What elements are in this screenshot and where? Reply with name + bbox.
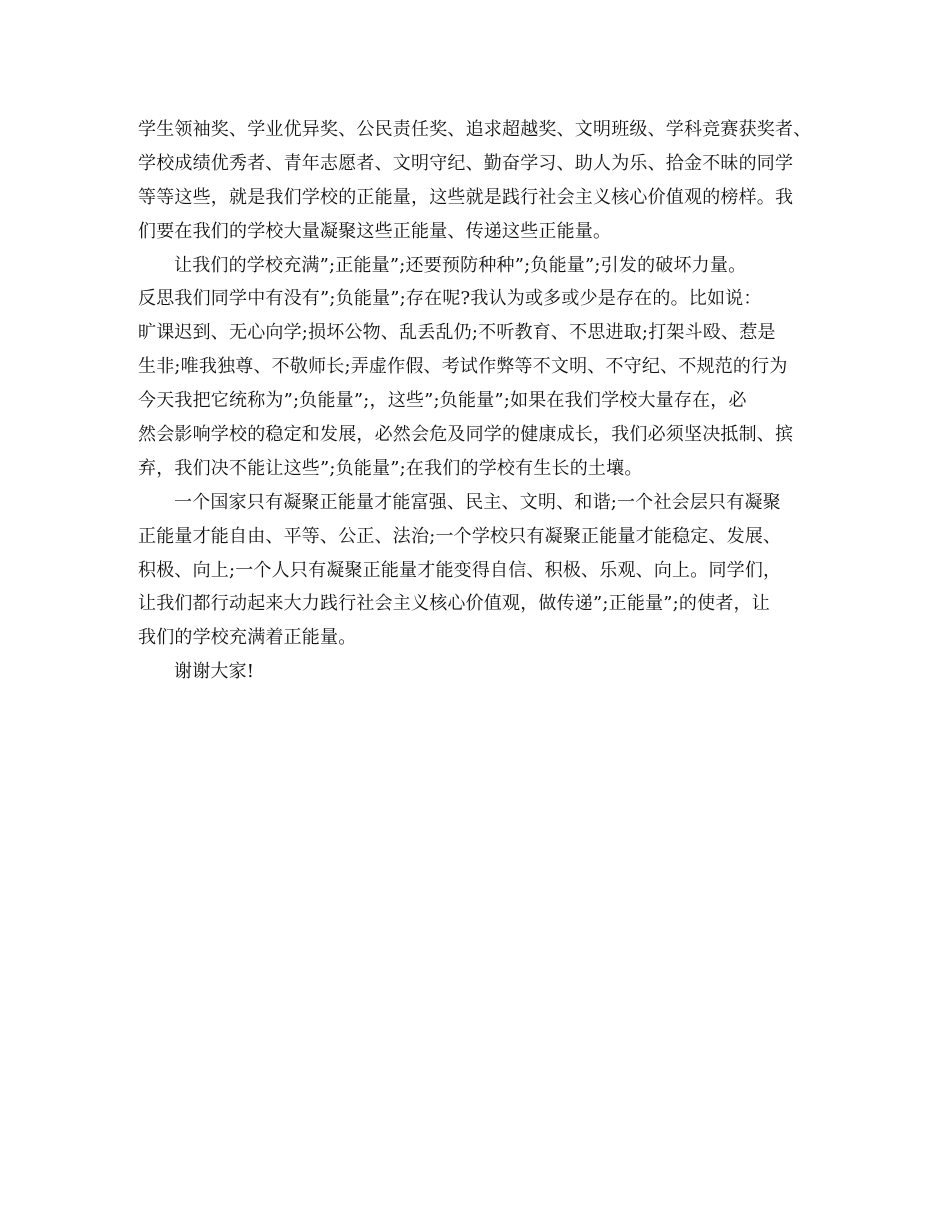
text-line: 反思我们同学中有没有”;负能量”;存在呢?我认为或多或少是存在的。比如说：: [138, 288, 762, 310]
text-line: 弃，我们决不能让这些”;负能量”;在我们的学校有生长的土壤。: [138, 457, 643, 479]
text-line: 我们的学校充满着正能量。: [138, 627, 357, 649]
text-line: 正能量才能自由、平等、公正、法治;一个学校只有凝聚正能量才能稳定、发展、: [138, 525, 782, 547]
text-line: 积极、向上;一个人只有凝聚正能量才能变得自信、积极、乐观、向上。同学们，: [138, 559, 782, 581]
text-line: 然会影响学校的稳定和发展，必然会危及同学的健康成长，我们必须坚决抵制、摈: [138, 424, 794, 446]
closing-line: 谢谢大家!: [174, 661, 255, 683]
paragraph-first-line: 一个国家只有凝聚正能量才能富强、民主、文明、和谐;一个社会层只有凝聚: [174, 491, 781, 513]
text-line: 学生领袖奖、学业优异奖、公民责任奖、追求超越奖、文明班级、学科竞赛获奖者、: [138, 119, 812, 140]
text-line: 学校成绩优秀者、青年志愿者、文明守纪、勤奋学习、助人为乐、拾金不昧的同学: [138, 152, 794, 174]
document-body: [138, 113, 828, 689]
text-line: 今天我把它统称为”;负能量”;，这些”;负能量”;如果在我们学校大量存在，必: [138, 390, 747, 412]
text-line: 让我们都行动起来大力践行社会主义核心价值观，做传递”;正能量”;的使者，让: [138, 593, 770, 615]
text-line: 们要在我们的学校大量凝聚这些正能量、传递这些正能量。: [138, 220, 612, 242]
text-line: 旷课迟到、无心向学;损坏公物、乱丢乱仍;不听教育、不思进取;打架斗殴、惹是: [138, 322, 776, 344]
text-line: 生非;唯我独尊、不敬师长;弄虚作假、考试作弊等不文明、不守纪、不规范的行为: [138, 356, 788, 378]
paragraph-first-line: 让我们的学校充满”;正能量”;还要预防种种”;负能量”;引发的破坏力量。: [174, 254, 747, 276]
text-line: 等等这些，就是我们学校的正能量，这些就是践行社会主义核心价值观的榜样。我: [138, 186, 794, 208]
